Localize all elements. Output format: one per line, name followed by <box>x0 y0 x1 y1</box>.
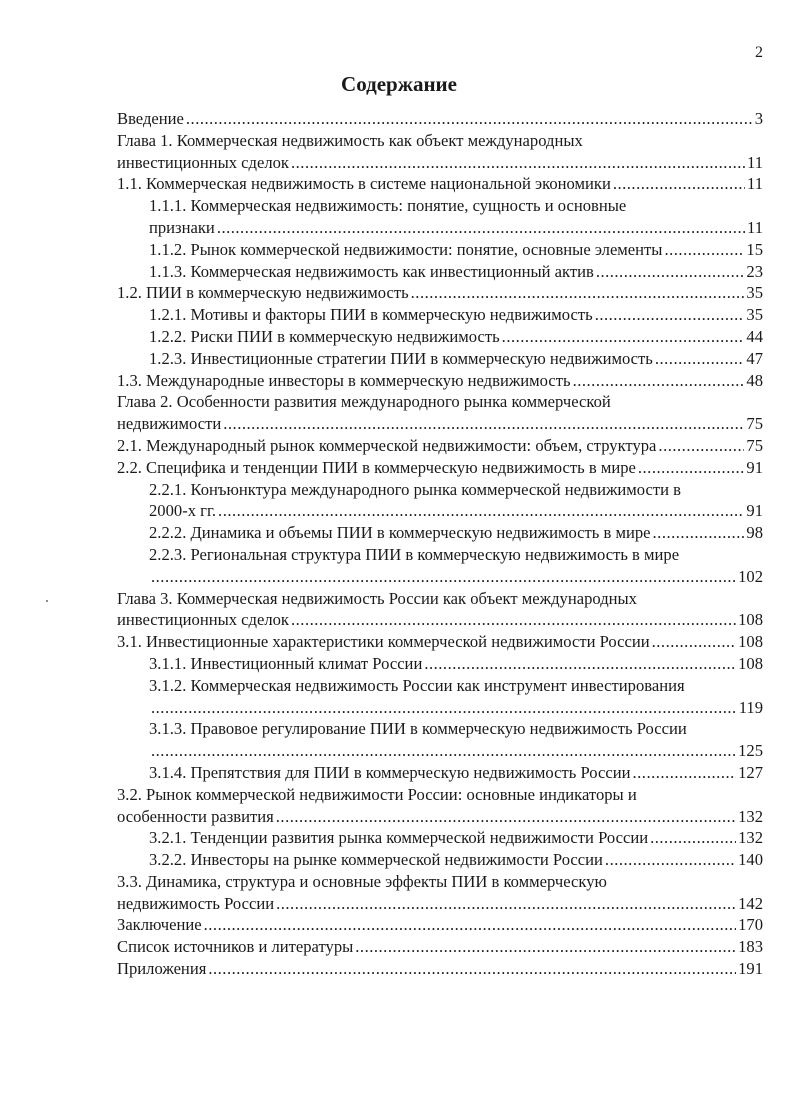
toc-entry[interactable] <box>117 762 763 784</box>
toc-entry[interactable] <box>117 653 763 675</box>
toc-entry[interactable] <box>117 849 763 871</box>
toc-entry[interactable] <box>117 827 763 849</box>
toc-entry-page: 11 <box>747 217 763 237</box>
toc-entry-page: 44 <box>746 326 763 346</box>
dot-leader <box>653 522 745 544</box>
toc-entry-title: 1.1. Коммерческая недвижимость в системе национальной экономики <box>117 174 611 194</box>
dot-leader <box>595 304 745 326</box>
toc-entry[interactable] <box>117 130 763 174</box>
toc-entry[interactable] <box>117 588 763 632</box>
toc-entry-title-line: Глава 3. Коммерческая недвижимость России как объект международных <box>117 588 637 608</box>
toc-entry[interactable] <box>117 173 763 195</box>
toc-entry[interactable] <box>117 391 763 435</box>
dot-leader <box>208 958 736 980</box>
toc-entry[interactable] <box>117 522 763 544</box>
toc-entry-page: 108 <box>738 610 763 630</box>
toc-entry-title-line: 2.2.1. Конъюнктура международного рынка коммерческой недвижимости в <box>149 479 681 499</box>
toc-entry-page: 102 <box>738 566 763 586</box>
toc-entry[interactable] <box>117 348 763 370</box>
toc-entry-page: 75 <box>746 414 763 434</box>
dot-leader <box>652 631 736 653</box>
toc-entry[interactable] <box>117 871 763 915</box>
toc-entry[interactable] <box>117 370 763 392</box>
toc-entry-page: 170 <box>738 915 763 935</box>
toc-entry-page: 91 <box>746 457 763 477</box>
toc-entry-title: 1.1.3. Коммерческая недвижимость как инвестиционный актив <box>149 261 594 281</box>
toc-entry-title: инвестиционных сделок <box>117 610 289 630</box>
toc-entry-page: 108 <box>738 653 763 673</box>
dot-leader <box>655 348 745 370</box>
toc-entry[interactable] <box>117 195 763 239</box>
table-of-contents <box>117 108 763 980</box>
toc-entry-page: 132 <box>738 806 763 826</box>
dot-leader <box>633 762 737 784</box>
toc-entry-title: Введение <box>117 109 184 128</box>
toc-entry-title-line: 3.2. Рынок коммерческой недвижимости России: основные индикаторы и <box>117 784 637 804</box>
dot-leader <box>664 239 744 261</box>
toc-entry-page: 35 <box>746 283 763 303</box>
toc-entry-title-line: Глава 2. Особенности развития международного рынка коммерческой <box>117 392 611 412</box>
toc-entry-page: 3 <box>754 109 763 128</box>
toc-entry-page: 23 <box>746 261 763 281</box>
toc-entry-page: 98 <box>746 523 763 543</box>
dot-leader <box>613 173 745 195</box>
toc-entry-title: 2.1. Международный рынок коммерческой недвижимости: объем, структура <box>117 435 657 455</box>
toc-entry-page: 132 <box>738 828 763 848</box>
toc-entry[interactable] <box>117 435 763 457</box>
toc-entry-page: 48 <box>746 370 763 390</box>
toc-entry-page: 75 <box>746 435 763 455</box>
toc-entry-page: 183 <box>738 937 763 957</box>
toc-entry-page: 108 <box>738 632 763 652</box>
dot-leader <box>151 566 736 588</box>
dot-leader <box>355 936 736 958</box>
toc-entry[interactable] <box>117 457 763 479</box>
toc-entry-title-line: 3.3. Динамика, структура и основные эффекты ПИИ в коммерческую <box>117 871 607 891</box>
toc-entry[interactable] <box>117 304 763 326</box>
toc-entry[interactable] <box>117 479 763 523</box>
toc-entry-page: 11 <box>747 152 763 172</box>
toc-entry-page: 15 <box>746 239 763 259</box>
toc-entry-title: недвижимость России <box>117 893 275 913</box>
toc-entry-title: 3.1. Инвестиционные характеристики коммерческой недвижимости России <box>117 632 650 652</box>
toc-entry-title-line: 3.1.3. Правовое регулирование ПИИ в коммерческую недвижимость России <box>149 719 687 739</box>
toc-entry[interactable] <box>117 914 763 936</box>
dot-leader <box>291 609 736 631</box>
toc-entry-title: 3.1.1. Инвестиционный климат России <box>149 653 423 673</box>
dot-leader <box>605 849 736 871</box>
toc-entry-title: Приложения <box>117 959 207 979</box>
toc-entry-title: 1.2. ПИИ в коммерческую недвижимость <box>117 283 409 303</box>
toc-entry-page: 91 <box>746 501 763 521</box>
toc-entry-page: 35 <box>746 305 763 325</box>
dot-leader <box>217 217 745 239</box>
toc-entry[interactable] <box>117 326 763 348</box>
dot-leader <box>218 500 744 522</box>
toc-entry[interactable] <box>117 261 763 283</box>
toc-entry-page: 191 <box>738 959 763 979</box>
toc-entry-page: 140 <box>738 850 763 870</box>
dot-leader <box>502 326 745 348</box>
dot-leader <box>596 261 745 283</box>
toc-entry-title-line: 2.2.3. Региональная структура ПИИ в коммерческую недвижимость в мире <box>149 544 680 564</box>
toc-entry[interactable] <box>117 675 763 719</box>
toc-entry-title: 2.2.2. Динамика и объемы ПИИ в коммерческую недвижимость в мире <box>149 523 651 543</box>
toc-entry-title: 1.2.1. Мотивы и факторы ПИИ в коммерческую недвижимость <box>149 305 593 325</box>
toc-entry-page: 11 <box>747 174 763 194</box>
dot-leader <box>204 914 736 936</box>
dot-leader <box>424 653 736 675</box>
scan-speck <box>46 600 48 602</box>
dot-leader <box>411 282 745 304</box>
toc-entry[interactable] <box>117 958 763 980</box>
toc-entry[interactable] <box>117 544 763 588</box>
toc-entry-title: 3.2.1. Тенденции развития рынка коммерческой недвижимости России <box>149 828 649 848</box>
toc-entry[interactable] <box>117 718 763 762</box>
toc-entry[interactable] <box>117 108 763 130</box>
toc-entry-title: особенности развития <box>117 806 274 826</box>
toc-entry-title: 1.3. Международные инвесторы в коммерческую недвижимость <box>117 370 571 390</box>
toc-entry-title: 1.1.2. Рынок коммерческой недвижимости: понятие, основные элементы <box>149 239 663 259</box>
page-title: Содержание <box>341 72 457 96</box>
dot-leader <box>573 370 745 392</box>
toc-entry-page: 127 <box>738 762 763 782</box>
toc-entry-title: недвижимости <box>117 414 222 434</box>
dot-leader <box>186 108 753 130</box>
toc-entry-title: инвестиционных сделок <box>117 152 289 172</box>
toc-entry[interactable] <box>117 631 763 653</box>
toc-entry[interactable] <box>117 936 763 958</box>
dot-leader <box>276 893 736 915</box>
dot-leader <box>658 435 744 457</box>
dot-leader <box>151 697 737 719</box>
dot-leader <box>276 806 736 828</box>
toc-entry[interactable] <box>117 239 763 261</box>
toc-entry-title: 2000-х гг. <box>149 501 217 521</box>
toc-entry-title: Список источников и литературы <box>117 937 354 957</box>
toc-entry-title: 2.2. Специфика и тенденции ПИИ в коммерческую недвижимость в мире <box>117 457 636 477</box>
toc-entry-page: 142 <box>738 893 763 913</box>
toc-entry-title: 1.2.2. Риски ПИИ в коммерческую недвижимость <box>149 326 500 346</box>
toc-entry-title: Заключение <box>117 915 202 935</box>
toc-entry-page: 119 <box>738 697 763 717</box>
dot-leader <box>650 827 736 849</box>
dot-leader <box>291 152 745 174</box>
toc-entry-title-line: 1.1.1. Коммерческая недвижимость: понятие, сущность и основные <box>149 196 627 216</box>
toc-entry-page: 47 <box>746 348 763 368</box>
toc-entry[interactable] <box>117 282 763 304</box>
toc-entry-page: 125 <box>738 741 763 761</box>
page-number: 2 <box>755 44 763 61</box>
toc-entry-title: 3.2.2. Инвесторы на рынке коммерческой недвижимости России <box>149 850 603 870</box>
toc-entry-title: признаки <box>149 217 215 237</box>
toc-entry-title-line: Глава 1. Коммерческая недвижимость как объект международных <box>117 130 583 150</box>
toc-entry-title-line: 3.1.2. Коммерческая недвижимость России как инструмент инвестирования <box>149 675 685 695</box>
toc-entry-title: 3.1.4. Препятствия для ПИИ в коммерческую недвижимость России <box>149 762 631 782</box>
dot-leader <box>223 413 744 435</box>
toc-entry-title: 1.2.3. Инвестиционные стратегии ПИИ в коммерческую недвижимость <box>149 348 653 368</box>
dot-leader <box>638 457 745 479</box>
toc-entry[interactable] <box>117 784 763 828</box>
dot-leader <box>151 740 736 762</box>
